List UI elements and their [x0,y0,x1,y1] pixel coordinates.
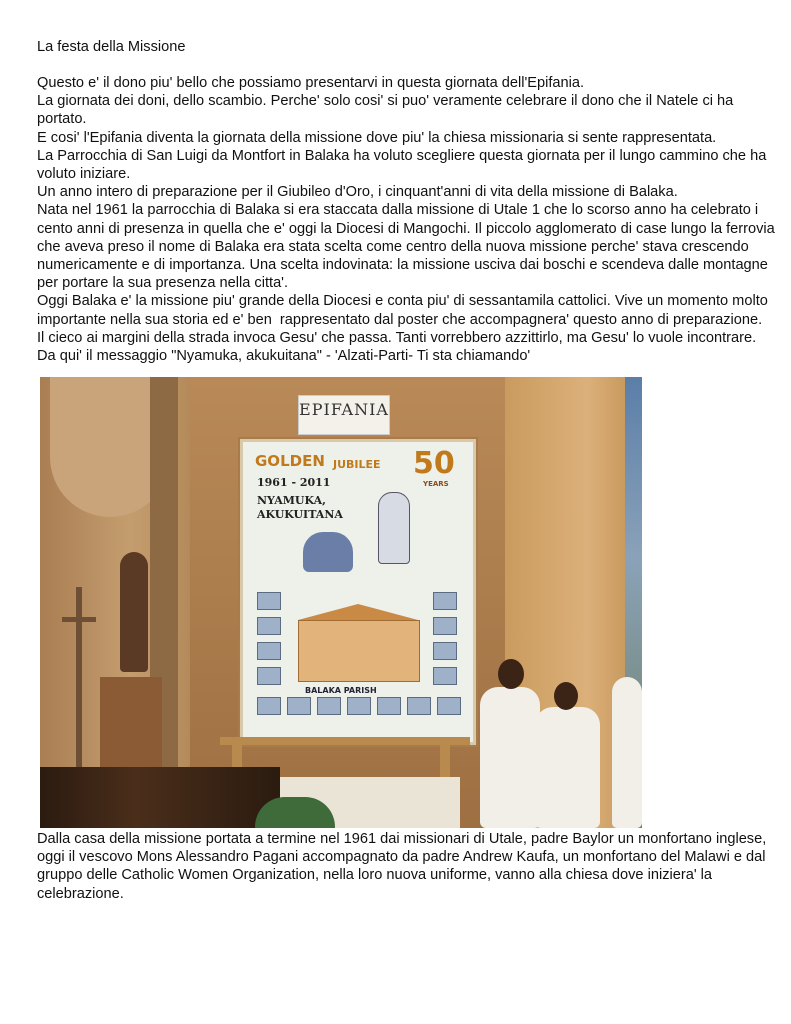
poster-church-roof [298,604,418,620]
altar-server-head [498,659,524,689]
congregation [40,767,280,828]
body-line: Nata nel 1961 la parrocchia di Balaka si era staccata dalla missione di Utale 1 che lo scorso anno ha celebrato i [37,202,759,219]
photo-caption [37,830,767,903]
processional-cross-bar [62,617,96,622]
body-line: portato. [37,111,87,128]
epifania-sign [298,395,390,435]
caption-line: gruppo delle Catholic Women Organization, nella loro nuova uniforme, vanno alla chiesa dove iniziera' la [37,867,713,884]
body-line: Questo e' il dono piu' bello che possiamo presentarvi in questa giornata dell'Epifania. [37,75,585,91]
body-line: La Parrocchia di San Luigi da Montfort in Balaka ha voluto scegliere questa giornata per il lungo cammino che ha [37,147,767,164]
poster-motto-line2: AKUKUITANA [257,508,343,521]
body-line: La giornata dei doni, dello scambio. Perche' solo cosi' si puo' veramente celebrare il dono che il Natele ci ha [37,93,734,110]
poster-thumbnail [257,697,281,715]
body-text [37,74,775,365]
poster-thumbnail [257,667,281,685]
poster-dates: 1961 - 2011 [257,476,331,489]
poster-thumbnail [317,697,341,715]
statue-figure [120,552,148,672]
poster-motto-line1: NYAMUKA, [257,494,326,507]
body-line: Un anno intero di preparazione per il Giubileo d'Oro, i cinquant'anni di vita della missione di Balaka. [37,184,678,201]
poster-thumbnail [433,617,457,635]
body-line: voluto iniziare. [37,166,131,183]
altar-server [480,687,540,828]
body-line: Il cieco ai margini della strada invoca Gesu' che passa. Tanti vorrebbero azzittirlo, ma Gesu' lo vuole incontrare. [37,329,757,346]
body-line: Da qui' il messaggio "Nyamuka, akukuitana" - 'Alzati-Parti- Ti sta chiamando' [37,348,531,365]
poster-thumbnail [347,697,371,715]
body-line: Oggi Balaka e' la missione piu' grande della Diocesi e conta piu' di sessantamila cattolici. Vive un momento molto [37,293,768,310]
poster-thumbnail [377,697,401,715]
body-line: cento anni di presenza in quella che e' oggi la Diocesi di Mangochi. Il piccolo agglomerato di case lungo la ferrovia [37,220,775,237]
poster-thumbnail [433,592,457,610]
poster-thumbnail [433,642,457,660]
poster-jesus-figure [378,492,410,564]
poster-thumbnail [257,617,281,635]
epifania-sign-text: EPIFANIA [299,400,389,419]
poster-years: YEARS [423,480,449,488]
poster-thumbnail [257,642,281,660]
poster-thumbnail [287,697,311,715]
poster-number: 50 [413,446,455,481]
body-line: che aveva preso il nome di Balaka era stata scelta come centro della nuova missione perche' stava crescendo [37,238,749,255]
altar-server [535,707,600,828]
caption-line: Dalla casa della missione portata a termine nel 1961 dai missionari di Utale, padre Baylor un monfortano inglese, [37,831,767,847]
altar-server-head [554,682,578,710]
body-line: per portare la sua presenza nella citta'. [37,275,289,292]
caption-line: oggi il vescovo Mons Alessandro Pagani accompagnato da padre Andrew Kaufa, un monfortano del Malawi e dal [37,849,766,866]
poster-thumbnail [257,592,281,610]
poster-blind-man-figure [303,532,353,572]
body-line: numericamente e di importanza. Una scelta indovinata: la missione usciva dai boschi e scendeva dalle montagne [37,257,768,274]
body-line: E cosi' l'Epifania diventa la giornata della missione dove piu' la chiesa missionaria si sente rappresentata. [37,129,717,146]
altar-server [612,677,642,828]
easel-bar [220,737,470,745]
poster-thumbnail [433,667,457,685]
poster-jubilee: JUBILEE [333,458,381,471]
body-line: importante nella sua storia ed e' ben rappresentato dal poster che accompagnera' questo anno di preparazione. [37,311,763,328]
jubilee-poster [240,439,476,745]
church-photo [40,377,642,828]
poster-parish-label: BALAKA PARISH [305,686,377,695]
poster-church [298,620,420,682]
poster-thumbnail [407,697,431,715]
caption-line: celebrazione. [37,885,124,902]
poster-headline: GOLDEN [255,452,325,470]
title-text: La festa della Missione [37,39,186,55]
poster-thumbnail [437,697,461,715]
statue-pedestal [100,677,162,767]
document-title [37,38,757,56]
